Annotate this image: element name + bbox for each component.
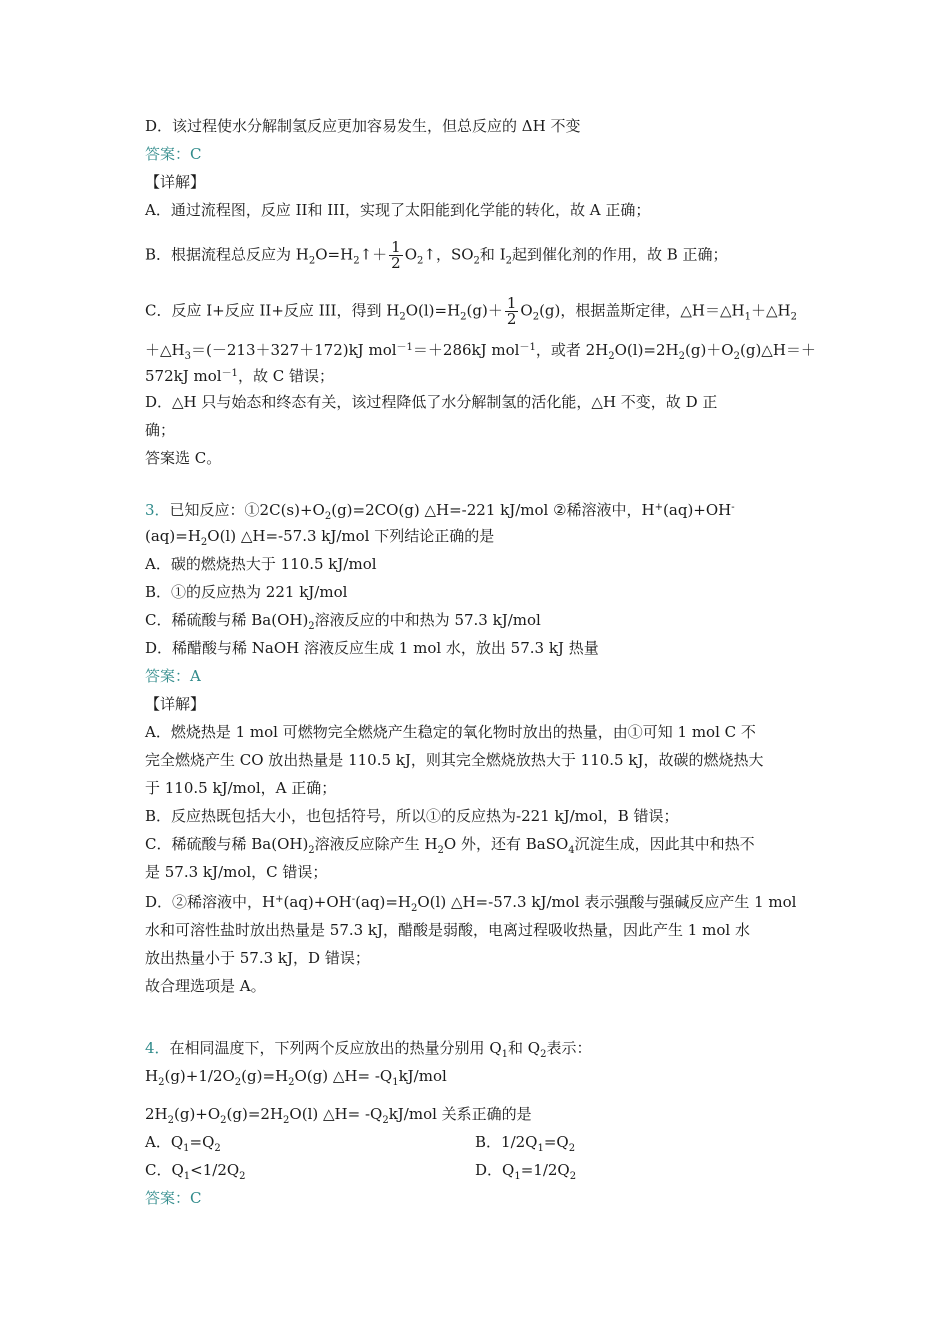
text: 溶液反应的中和热为 57.3 kJ/mol (314, 611, 541, 629)
denominator: 2 (391, 254, 401, 272)
subscript: 2 (234, 1077, 242, 1088)
text: (g)△H＝＋ (739, 341, 816, 359)
text: C．稀硫酸与稀 Ba(OH) (145, 611, 309, 629)
text: (g)+1/2O (164, 1067, 235, 1085)
q3-option-b: B．①的反应热为 221 kJ/mol (145, 583, 348, 601)
q3-stem-line1 (145, 500, 735, 520)
text: 沉淀生成，因此其中和热不 (574, 835, 755, 853)
text: kJ/mol 关系正确的是 (388, 1105, 532, 1123)
text: (g)＋ (466, 301, 503, 320)
q2-detail-a: A．通过流程图，反应 II和 III，实现了太阳能到化学能的转化，故 A 正确； (145, 201, 651, 219)
subscript: 2 (324, 511, 332, 522)
text: O(l)=2H (614, 341, 679, 359)
q4-option-b (475, 1132, 575, 1152)
superscript: －1 (221, 368, 238, 379)
subscript: 2 (353, 255, 360, 267)
text: (g)＋O (685, 341, 734, 359)
subscript: 2 (158, 1077, 165, 1088)
q4-stem (145, 1038, 591, 1058)
text: O 外，还有 BaSO (443, 835, 569, 853)
q2-detail-c-line2 (145, 340, 816, 360)
fraction-half (505, 296, 519, 327)
subscript: 2 (473, 255, 480, 267)
q3-detail-a-line3: 于 110.5 kJ/mol，A 正确； (145, 779, 337, 797)
subscript: 2 (678, 351, 685, 362)
subscript: 1 (183, 1143, 190, 1154)
text: O=H (315, 245, 354, 264)
subscript: 2 (460, 311, 467, 323)
subscript: 4 (568, 845, 575, 856)
subscript: 2 (540, 1049, 547, 1060)
subscript: 2 (288, 1077, 295, 1088)
numerator: 1 (391, 238, 401, 256)
q3-detail-a-line1: A．燃烧热是 1 mol 可燃物完全燃烧产生稳定的氧化物时放出的热量，由①可知 1 mol C 不 (145, 723, 756, 741)
subscript: 1 (392, 1077, 399, 1088)
subscript: 2 (308, 255, 316, 267)
text: O(l) △H=-57.3 kJ/mol 表示强酸与强碱反应产生 1 mol (417, 893, 797, 911)
text: =Q (189, 1133, 215, 1151)
text: kJ/mol (398, 1067, 447, 1085)
text: 在相同温度下，下列两个反应放出的热量分别用 Q (169, 1039, 502, 1057)
q2-detail-b (145, 240, 728, 271)
superscript: －1 (519, 342, 536, 353)
text: H (145, 1067, 159, 1085)
superscript: + (275, 894, 284, 905)
q2-option-d: D．该过程使水分解制氢反应更加容易发生，但总反应的 ΔH 不变 (145, 117, 581, 135)
q4-reaction-1 (145, 1066, 447, 1086)
text: D．Q (475, 1161, 515, 1179)
q3-detail-c-line2: 是 57.3 kJ/mol，C 错误； (145, 863, 328, 881)
subscript: 2 (308, 621, 315, 632)
text: 起到催化剂的作用，故 B 正确； (512, 245, 728, 264)
text: C．稀硫酸与稀 Ba(OH) (145, 835, 309, 853)
subscript: 1 (514, 1171, 521, 1182)
subscript: 2 (568, 1143, 576, 1154)
text: O(l) △H= -Q (289, 1105, 383, 1123)
q3-stem-line2 (145, 526, 494, 546)
denominator: 2 (506, 310, 517, 328)
subscript: 1 (501, 1049, 508, 1060)
text: ＋△H (751, 301, 791, 320)
text: B．1/2Q (475, 1133, 538, 1151)
q2-detail-c-line1 (145, 296, 797, 327)
q2-answer: 答案：C (145, 145, 202, 163)
subscript: 2 (608, 351, 615, 362)
text: C．反应 I+反应 II+反应 III，得到 H (145, 301, 400, 320)
numerator: 1 (506, 294, 517, 312)
text: ↑，SO (423, 245, 474, 264)
q4-options-row-1 (145, 1132, 785, 1152)
text: 和 I (479, 245, 506, 264)
text: (g)=2CO(g) △H=-221 kJ/mol ②稀溶液中，H (331, 501, 655, 519)
text: O(l) △H=-57.3 kJ/mol 下列结论正确的是 (207, 527, 495, 545)
superscript: + (654, 502, 664, 513)
q3-conclusion: 故合理选项是 A。 (145, 977, 266, 995)
subscript: 2 (283, 1115, 290, 1126)
subscript: 1 (537, 1143, 544, 1154)
subscript: 1 (744, 311, 751, 323)
q4-options-row-2 (145, 1160, 785, 1180)
subscript: 2 (239, 1171, 246, 1182)
subscript: 2 (569, 1171, 577, 1182)
subscript: 2 (200, 537, 208, 548)
subscript: 2 (790, 311, 797, 323)
text: ↑＋ (359, 245, 388, 264)
subscript: 2 (220, 1115, 227, 1126)
q3-option-c (145, 610, 541, 630)
text: 572kJ mol (145, 367, 222, 385)
text: (aq)=H (355, 893, 411, 911)
q3-answer: 答案：A (145, 667, 201, 685)
q3-detail-b: B．反应热既包括大小，也包括符号，所以①的反应热为-221 kJ/mol，B 错误； (145, 807, 679, 825)
subscript: 2 (411, 903, 418, 914)
superscript: －1 (396, 342, 413, 353)
question-number: 4． (145, 1039, 170, 1057)
q3-detail-c-line1 (145, 834, 755, 854)
text: O (520, 301, 533, 320)
text: (aq)=H (145, 527, 201, 545)
subscript: 2 (214, 1143, 221, 1154)
text: =1/2Q (520, 1161, 570, 1179)
text: D．②稀溶液中，H (145, 893, 276, 911)
subscript: 2 (308, 845, 315, 856)
subscript: 2 (532, 311, 540, 323)
q2-detail-d-line2: 确； (145, 421, 176, 439)
text: 已知反应：①2C(s)+O (169, 501, 325, 519)
superscript: - (731, 502, 735, 513)
subscript: 2 (399, 311, 406, 323)
q4-option-a (145, 1133, 221, 1154)
text: O(l)=H (405, 301, 461, 320)
q2-detail-header: 【详解】 (145, 173, 206, 191)
subscript: 2 (733, 351, 740, 362)
subscript: 1 (183, 1171, 191, 1182)
superscript: - (351, 894, 356, 905)
text: O (404, 245, 418, 264)
q3-detail-header: 【详解】 (145, 695, 206, 713)
text: (aq)+OH (663, 501, 732, 519)
text: A．Q (145, 1133, 184, 1151)
q2-conclusion: 答案选 C。 (145, 449, 222, 467)
subscript: 2 (167, 1115, 174, 1126)
text: (g)=H (241, 1067, 289, 1085)
q2-detail-c-line3 (145, 366, 334, 386)
text: ＝(－213＋327＋172)kJ mol (191, 341, 397, 359)
q3-detail-d-line1 (145, 892, 796, 912)
q4-option-c (145, 1161, 246, 1182)
q3-detail-d-line3: 放出热量小于 57.3 kJ，D 错误； (145, 949, 370, 967)
q3-option-a: A．碳的燃烧热大于 110.5 kJ/mol (145, 555, 377, 573)
q4-answer: 答案：C (145, 1189, 202, 1207)
text: C．Q (145, 1161, 184, 1179)
subscript: 2 (437, 845, 444, 856)
q3-option-d: D．稀醋酸与稀 NaOH 溶液反应生成 1 mol 水，放出 57.3 kJ 热量 (145, 639, 599, 657)
text: (aq)+OH (283, 893, 352, 911)
subscript: 2 (505, 255, 512, 267)
text: 表示： (546, 1039, 592, 1057)
text: ，故 C 错误； (237, 367, 334, 385)
fraction-half (389, 240, 403, 271)
subscript: 2 (382, 1115, 389, 1126)
text: (g)，根据盖斯定律，△H＝△H (539, 301, 745, 320)
text: O(g) △H= -Q (294, 1067, 393, 1085)
q2-detail-d-line1: D．△H 只与始态和终态有关，该过程降低了水分解制氢的活化能，△H 不变，故 D 正 (145, 393, 718, 411)
subscript: 3 (184, 351, 191, 362)
q3-detail-d-line2: 水和可溶性盐时放出热量是 57.3 kJ，醋酸是弱酸，电离过程吸收热量，因此产生 1 mol 水 (145, 921, 750, 939)
text: (g)=2H (226, 1105, 284, 1123)
subscript: 2 (417, 255, 424, 267)
text: 和 Q (508, 1039, 541, 1057)
text: =Q (543, 1133, 569, 1151)
q3-detail-a-line2: 完全燃烧产生 CO 放出热量是 110.5 kJ，则其完全燃烧放热大于 110.5 kJ，故碳的燃烧热大 (145, 751, 764, 769)
text: 溶液反应除产生 H (314, 835, 438, 853)
text: ＝＋286kJ mol (412, 341, 520, 359)
q4-reaction-2 (145, 1104, 532, 1124)
question-number: 3． (145, 501, 170, 519)
text: B．根据流程总反应为 H (145, 245, 309, 264)
text: (g)+O (174, 1105, 221, 1123)
text: ＋△H (145, 341, 185, 359)
text: <1/2Q (190, 1161, 240, 1179)
q4-option-d (475, 1160, 576, 1180)
text: 2H (145, 1105, 168, 1123)
text: ，或者 2H (535, 341, 609, 359)
